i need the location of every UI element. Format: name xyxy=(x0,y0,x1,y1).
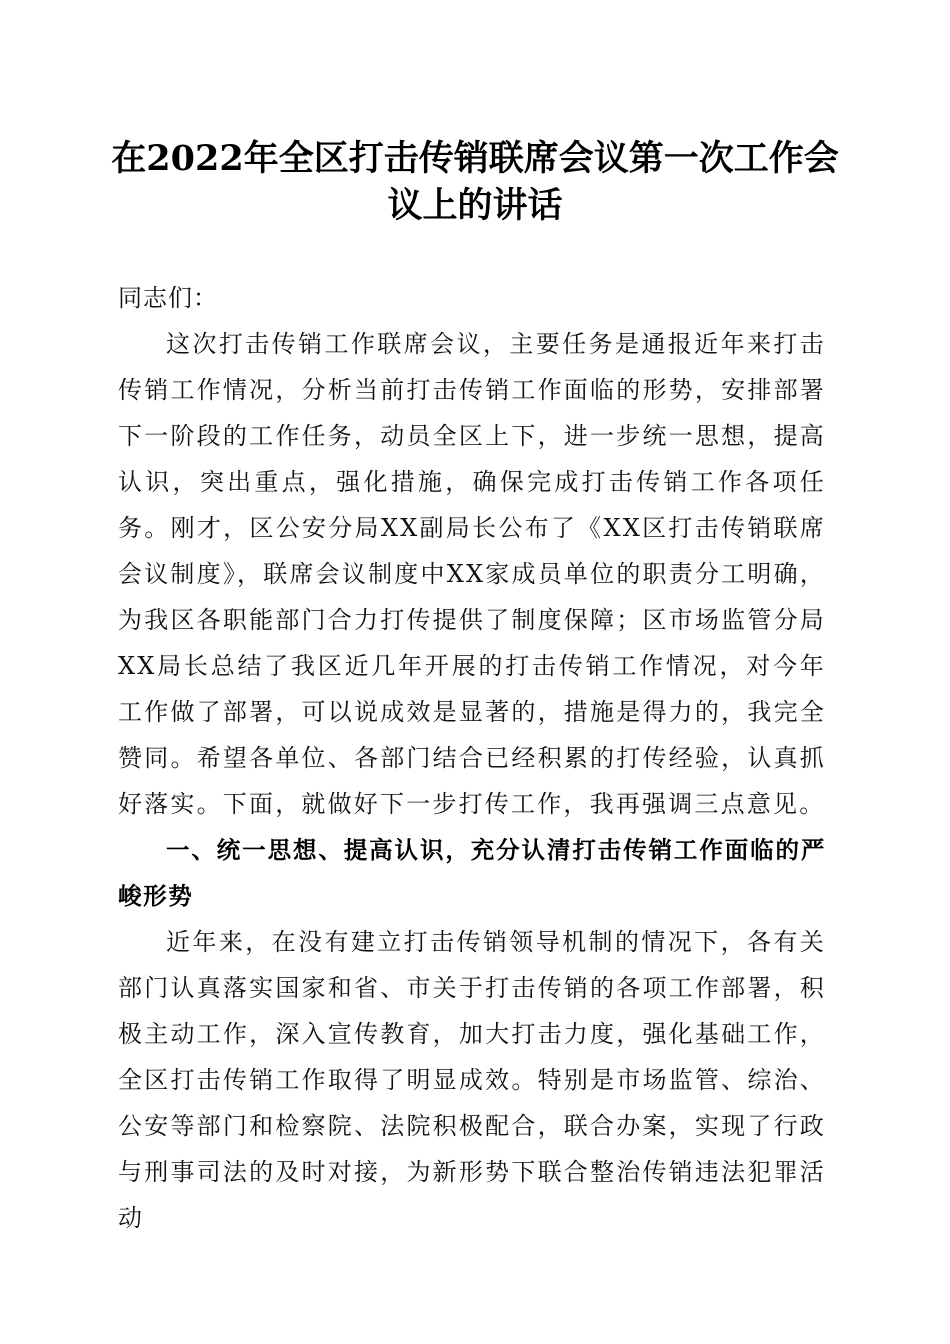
document-body xyxy=(118,275,826,1241)
section-heading: 一、统一思想、提高认识，充分认清打击传销工作面临的严峻形势 xyxy=(118,836,826,910)
document-title: 在2022年全区打击传销联席会议第一次工作会议上的讲话 xyxy=(111,138,839,226)
section-paragraph: 近年来，在没有建立打击传销领导机制的情况下，各有关部门认真落实国家和省、市关于打击传销的各项工作部署，积极主动工作，深入宣传教育，加大打击力度，强化基础工作，全区打击传销工作取得了明显成效。特别是市场监管、综治、公安等部门和检察院、法院积极配合，联合办案，实现了行政与刑事司法的及时对接，为新形势下联合整治传销违法犯罪活动 xyxy=(118,928,826,1232)
intro-paragraph: 这次打击传销工作联席会议，主要任务是通报近年来打击传销工作情况，分析当前打击传销工作面临的形势，安排部署下一阶段的工作任务，动员全区上下，进一步统一思想，提高认识，突出重点，强化措施，确保完成打击传销工作各项任务。刚才，区公安分局XX副局长公布了《XX区打击传销联席会议制度》，联席会议制度中XX家成员单位的职责分工明确，为我区各职能部门合力打传提供了制度保障；区市场监管分局XX局长总结了我区近几年开展的打击传销工作情况，对今年工作做了部署，可以说成效是显著的，措施是得力的，我完全赞同。希望各单位、各部门结合已经积累的打传经验，认真抓好落实。下面，就做好下一步打传工作，我再强调三点意见。 xyxy=(118,330,826,818)
salutation: 同志们： xyxy=(118,284,218,312)
